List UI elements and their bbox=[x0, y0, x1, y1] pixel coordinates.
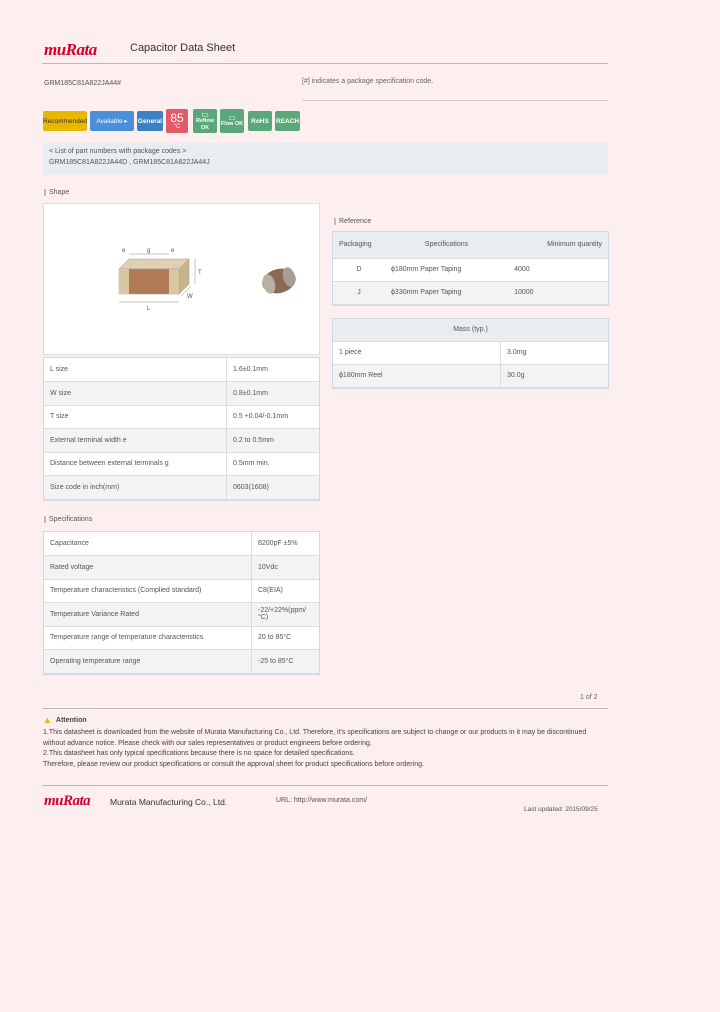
reference-row-qty: 10000 bbox=[508, 281, 608, 304]
mass-row-value: 30.0g bbox=[501, 364, 609, 387]
attention-line: 2.This datasheet has only typical specifications because there is no space for detailed specifications. bbox=[43, 750, 355, 757]
reference-header-specifications: Specifications bbox=[385, 232, 508, 258]
shape-dimensions-table bbox=[43, 357, 320, 501]
table-row bbox=[44, 650, 319, 674]
table-row bbox=[333, 258, 608, 281]
flow-badge bbox=[220, 109, 244, 133]
status-badge-available-label: Available bbox=[96, 117, 123, 125]
shape-row-value: 1.6±0.1mm bbox=[227, 358, 320, 382]
footer-company: Murata Manufacturing Co., Ltd. bbox=[110, 797, 228, 807]
warning-icon: ▲ bbox=[43, 715, 52, 725]
reference-row-code: D bbox=[333, 258, 385, 281]
status-badge-recommended: Recommended bbox=[43, 111, 87, 131]
reference-header-packaging: Packaging bbox=[333, 232, 385, 258]
mass-header: Mass (typ.) bbox=[333, 319, 608, 341]
shape-row-value: 0603(1608) bbox=[227, 476, 320, 500]
shape-section-title: Shape bbox=[44, 189, 69, 196]
mass-row-label: 1 piece bbox=[333, 341, 501, 364]
shape-row-label: W size bbox=[44, 382, 227, 406]
temperature-badge bbox=[166, 109, 188, 133]
reference-row-code: J bbox=[333, 281, 385, 304]
rohs-badge: RoHS bbox=[248, 111, 272, 131]
attention-block bbox=[43, 715, 611, 770]
table-row bbox=[44, 452, 319, 476]
dim-label-l: L bbox=[147, 306, 151, 312]
table-row bbox=[44, 405, 319, 429]
chevron-right-icon: ▸ bbox=[124, 117, 128, 125]
mass-row-value: 3.0mg bbox=[501, 341, 609, 364]
table-row bbox=[333, 341, 608, 364]
table-row bbox=[44, 429, 319, 453]
part-list-items: GRM185C81A822JA44D , GRM185C81A822JA44J bbox=[49, 159, 210, 166]
shape-row-label: External terminal width e bbox=[44, 429, 227, 453]
spec-row-value: C8(EIA) bbox=[252, 579, 320, 603]
footer-url-link[interactable]: URL: http://www.murata.com/ bbox=[276, 797, 368, 804]
spec-row-label: Capacitance bbox=[44, 532, 252, 556]
attention-line: without advance notice. Please check with our sales representatives or product engineers before ordering. bbox=[43, 739, 372, 747]
dim-label-e2: e bbox=[171, 248, 175, 254]
reach-badge: REACH bbox=[275, 111, 300, 131]
shape-row-label: L size bbox=[44, 358, 227, 382]
spec-row-value: 20 to 85°C bbox=[252, 626, 320, 650]
page-title: Capacitor Data Sheet bbox=[130, 42, 236, 54]
shape-row-value: 0.2 to 0.5mm bbox=[227, 429, 320, 453]
reference-header-minimum-quantity: Minimum quantity bbox=[508, 232, 608, 258]
spec-row-label: Operating temperature range bbox=[44, 650, 252, 674]
part-list-box bbox=[43, 143, 608, 175]
spec-row-label: Rated voltage bbox=[44, 556, 252, 580]
table-row bbox=[44, 556, 319, 580]
spec-row-value: -22/+22%(ppm/°C) bbox=[252, 603, 320, 627]
package-notice: [#] indicates a package specification code. bbox=[302, 78, 434, 85]
general-badge: General bbox=[137, 111, 163, 131]
dim-label-g: g bbox=[147, 248, 151, 254]
attention-line: 1.This datasheet is downloaded from the website of Murata Manufacturing Co., Ltd. Therefore, it's specifications are subject to change or our products in it may be discontinued bbox=[43, 729, 587, 736]
spec-row-value: 10Vdc bbox=[252, 556, 320, 580]
attention-title: Attention bbox=[55, 716, 87, 724]
temperature-unit: °C bbox=[173, 123, 181, 130]
spec-row-label: Temperature range of temperature characteristics bbox=[44, 626, 252, 650]
mass-table bbox=[332, 318, 609, 389]
shape-row-value: 0.8±0.1mm bbox=[227, 382, 320, 406]
reflow-label: Reflow OK bbox=[195, 117, 215, 131]
chip-photo bbox=[259, 264, 299, 298]
table-row bbox=[44, 382, 319, 406]
spec-row-value: -25 to 85°C bbox=[252, 650, 320, 674]
shape-row-value: 0.5mm min. bbox=[227, 452, 320, 476]
table-row bbox=[44, 603, 319, 627]
table-row bbox=[44, 579, 319, 603]
page-number: 1 of 2 bbox=[580, 694, 598, 701]
reference-table bbox=[332, 231, 609, 306]
flow-icon: ▭ bbox=[228, 113, 236, 122]
specifications-table bbox=[43, 531, 320, 675]
table-row bbox=[44, 476, 319, 500]
murata-logo: muRata bbox=[44, 40, 97, 59]
shape-image-box bbox=[43, 203, 320, 355]
mass-row-label: ϕ180mm Reel bbox=[333, 364, 501, 387]
spec-row-label: Temperature Variance Rated bbox=[44, 603, 252, 627]
reference-section-title: Reference bbox=[334, 218, 371, 225]
footer-murata-logo: muRata bbox=[44, 793, 91, 809]
table-row bbox=[44, 358, 319, 382]
part-list-title: < List of part numbers with package codes > bbox=[49, 148, 187, 155]
shape-row-label: Size code in inch(mm) bbox=[44, 476, 227, 500]
chip-dimension-diagram bbox=[99, 244, 209, 324]
part-number: GRM185C81A822JA44# bbox=[44, 80, 122, 87]
dim-label-t: T bbox=[198, 270, 202, 276]
reference-row-qty: 4000 bbox=[508, 258, 608, 281]
shape-row-value: 0.5 +0.04/-0.1mm bbox=[227, 405, 320, 429]
table-row bbox=[333, 281, 608, 304]
spec-row-value: 8200pF ±5% bbox=[252, 532, 320, 556]
temperature-value: 85 bbox=[170, 110, 184, 125]
spec-row-label: Temperature characteristics (Complied standard) bbox=[44, 579, 252, 603]
status-badge-available bbox=[90, 111, 134, 131]
last-updated: Last updated: 2015/09/25 bbox=[524, 806, 598, 813]
shape-row-label: Distance between external terminals g bbox=[44, 452, 227, 476]
dim-label-w: W bbox=[187, 294, 193, 300]
table-row bbox=[44, 626, 319, 650]
dim-label-e1: e bbox=[122, 248, 126, 254]
table-row bbox=[333, 364, 608, 387]
reflow-icon: ▭ bbox=[201, 109, 209, 119]
table-row bbox=[44, 532, 319, 556]
shape-row-label: T size bbox=[44, 405, 227, 429]
flow-label: Flow OK bbox=[220, 121, 244, 127]
reference-row-spec: ϕ330mm Paper Taping bbox=[385, 281, 508, 304]
reference-row-spec: ϕ180mm Paper Taping bbox=[385, 258, 508, 281]
reflow-badge bbox=[193, 109, 217, 133]
attention-line: Therefore, please review our product specifications or consult the approval sheet for product specifications before ordering. bbox=[43, 760, 424, 768]
specifications-section-title: Specifications bbox=[44, 516, 92, 523]
